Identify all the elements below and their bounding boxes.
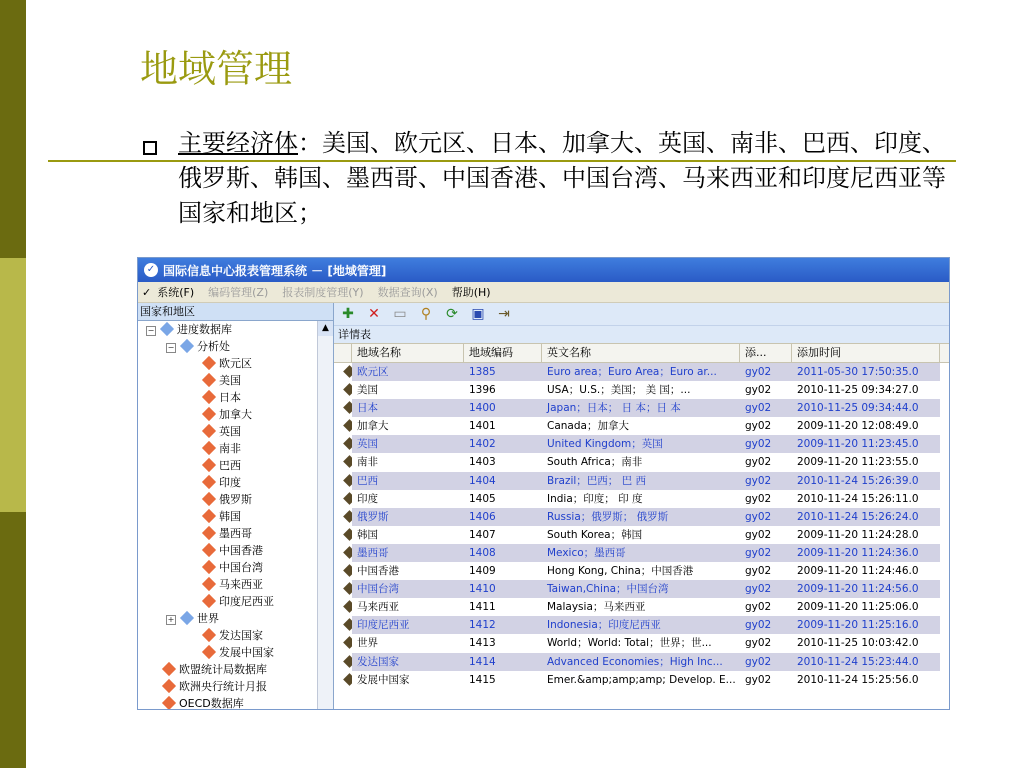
table-row[interactable] <box>334 526 949 544</box>
table-cell: gy02 <box>740 399 792 417</box>
table-cell: 日本 <box>352 399 464 417</box>
table-cell: gy02 <box>745 601 772 614</box>
tree-node-icon <box>202 356 216 370</box>
table-cell: Brazil；巴西； 巴 西 <box>542 472 740 490</box>
row-icon <box>334 653 352 671</box>
tree-node-icon <box>202 390 216 404</box>
record-icon <box>343 365 352 378</box>
table-cell: gy02 <box>740 544 792 562</box>
table-cell: 2009-11-20 12:08:49.0 <box>797 420 919 433</box>
tree-node[interactable] <box>204 491 252 508</box>
tree-node[interactable] <box>204 627 263 644</box>
exit-icon[interactable]: ⇥ <box>498 306 510 322</box>
tree-node[interactable] <box>204 644 274 661</box>
tree-node[interactable] <box>204 525 252 542</box>
tree-node-icon <box>202 628 216 642</box>
table-row[interactable] <box>334 508 949 526</box>
tree-node-icon <box>202 407 216 421</box>
scroll-up-icon[interactable]: ▲ <box>318 321 333 336</box>
tree-node-label: 韩国 <box>219 510 241 523</box>
column-header[interactable]: 英文名称 <box>542 344 740 362</box>
table-cell: 南非 <box>357 456 378 469</box>
bullet-rest: ：美国、欧元区、日本、加拿大、英国、南非、巴西、印度、俄罗斯、韩国、墨西哥、中国香港、中国台湾、马来西亚和印度尼西亚等国家和地区； <box>178 129 946 227</box>
table-cell: United Kingdom；英国 <box>542 435 740 453</box>
table-cell: Emer.&amp;amp;amp; Develop. E... <box>547 673 736 686</box>
record-icon <box>343 456 352 469</box>
table-cell: Mexico；墨西哥 <box>542 544 740 562</box>
tree-node-icon <box>202 509 216 523</box>
tree-node-label: 中国香港 <box>219 544 263 557</box>
table-cell: 2011-05-30 17:50:35.0 <box>792 363 940 381</box>
tree-node[interactable] <box>204 508 241 525</box>
row-icon <box>334 435 352 453</box>
edit-icon[interactable]: ▭ <box>393 306 407 322</box>
tree-node-label: 欧洲央行统计月报 <box>179 680 267 693</box>
table-row[interactable] <box>334 671 949 689</box>
row-icon <box>334 399 352 417</box>
table-cell: 1403 <box>469 456 496 469</box>
tree-node-label: 日本 <box>219 391 241 404</box>
tree-node[interactable] <box>204 576 263 593</box>
table-cell: 2009-11-20 11:24:46.0 <box>797 565 919 578</box>
table-cell: Indonesia；印度尼西亚 <box>542 616 740 634</box>
record-icon <box>343 564 352 577</box>
table-cell: 2010-11-24 15:26:39.0 <box>792 472 940 490</box>
table-cell: 2010-11-24 15:25:56.0 <box>797 673 919 686</box>
row-icon <box>334 598 352 616</box>
tree-node-label: 欧元区 <box>219 357 252 370</box>
tree-expander-icon[interactable]: − <box>147 326 155 335</box>
tree-node-icon <box>160 322 174 336</box>
tree-node-label: 中国台湾 <box>219 561 263 574</box>
table-cell: gy02 <box>745 637 772 650</box>
table-cell: 发达国家 <box>352 653 464 671</box>
table-row[interactable] <box>334 381 949 399</box>
table-cell: 1407 <box>469 528 496 541</box>
table-cell: 1411 <box>469 601 496 614</box>
table-cell: 2009-11-20 11:24:28.0 <box>797 528 919 541</box>
table-cell: 印度 <box>357 492 378 505</box>
table-cell: 1405 <box>469 492 496 505</box>
tree-node-icon <box>202 543 216 557</box>
table-cell: 中国台湾 <box>352 580 464 598</box>
refresh-icon[interactable]: ⟳ <box>446 306 458 322</box>
table-row[interactable] <box>334 363 949 381</box>
tree-expander-icon[interactable]: − <box>167 343 175 352</box>
table-cell: 1409 <box>469 565 496 578</box>
table-cell: 印度尼西亚 <box>352 616 464 634</box>
slide-left-bar <box>0 0 26 768</box>
tree-node-label: 英国 <box>219 425 241 438</box>
table-cell: gy02 <box>740 653 792 671</box>
table-cell: gy02 <box>740 508 792 526</box>
tree-panel <box>138 303 334 709</box>
table-row[interactable] <box>334 653 949 671</box>
tree-node-label: 墨西哥 <box>219 527 252 540</box>
table-cell: 欧元区 <box>352 363 464 381</box>
tree-node-label: 南非 <box>219 442 241 455</box>
table-cell: 2009-11-20 11:25:16.0 <box>792 616 940 634</box>
save-icon[interactable]: ▣ <box>471 306 485 322</box>
row-icon <box>334 417 352 435</box>
table-cell: 2009-11-20 11:25:06.0 <box>797 601 919 614</box>
record-icon <box>343 673 352 686</box>
search-icon[interactable]: ⚲ <box>420 306 432 322</box>
table-cell: 2009-11-20 11:23:55.0 <box>797 456 919 469</box>
table-cell: 2010-11-24 15:26:24.0 <box>792 508 940 526</box>
record-icon <box>343 510 352 523</box>
tree-node-label: 俄罗斯 <box>219 493 252 506</box>
table-cell: 1414 <box>464 653 542 671</box>
menu-item[interactable]: 系统(F) <box>157 286 195 299</box>
tree-node[interactable] <box>166 338 230 355</box>
tree-node-icon <box>202 492 216 506</box>
row-icon <box>334 562 352 580</box>
menu-item[interactable]: 编码管理(Z) <box>208 286 269 299</box>
table-cell: USA；U.S.；美国； 美 国；... <box>547 384 691 397</box>
toolbar <box>334 303 949 326</box>
tree-node-icon <box>202 475 216 489</box>
row-icon <box>334 616 352 634</box>
table-cell: gy02 <box>745 456 772 469</box>
row-icon <box>334 526 352 544</box>
table-cell: 俄罗斯 <box>352 508 464 526</box>
slide-title: 地域管理 <box>140 47 293 91</box>
tree-node[interactable] <box>204 474 241 491</box>
table-cell: 发展中国家 <box>357 673 410 686</box>
table-cell: Malaysia；马来西亚 <box>547 601 646 614</box>
tree-node-icon <box>202 424 216 438</box>
table-cell: South Korea；韩国 <box>547 528 643 541</box>
record-icon <box>343 582 352 595</box>
tree-node-label: 进度数据库 <box>177 323 232 336</box>
table-cell: 1415 <box>469 673 496 686</box>
table-cell: 1408 <box>464 544 542 562</box>
add-icon[interactable]: ✚ <box>342 306 354 322</box>
table-row[interactable] <box>334 417 949 435</box>
tree-node-icon <box>180 339 194 353</box>
table-cell: gy02 <box>740 472 792 490</box>
tree-node-label: 马来西亚 <box>219 578 263 591</box>
table-cell: gy02 <box>740 435 792 453</box>
tree-node[interactable] <box>204 457 241 474</box>
grid-header-spacer <box>334 344 352 362</box>
row-icon <box>334 634 352 652</box>
delete-icon[interactable]: ✕ <box>368 306 380 322</box>
table-cell: South Africa；南非 <box>547 456 643 469</box>
record-icon <box>343 546 352 559</box>
table-cell: 1413 <box>469 637 496 650</box>
table-cell: Russia；俄罗斯； 俄罗斯 <box>542 508 740 526</box>
table-row[interactable] <box>334 490 949 508</box>
table-cell: 墨西哥 <box>352 544 464 562</box>
tree-node-label: 巴西 <box>219 459 241 472</box>
slide-left-bar-accent <box>0 258 26 512</box>
table-cell: 2009-11-20 11:24:36.0 <box>792 544 940 562</box>
table-cell: gy02 <box>740 580 792 598</box>
panel-title: 详情表 <box>334 326 949 343</box>
tree-scrollbar[interactable] <box>317 321 333 710</box>
tree-node[interactable] <box>166 610 219 627</box>
row-icon <box>334 508 352 526</box>
tree-body <box>138 321 333 710</box>
tree-node[interactable] <box>164 695 244 710</box>
table-cell: Advanced Economies；High Inc... <box>542 653 740 671</box>
menu-item[interactable]: 数据查询(X) <box>377 286 438 299</box>
record-icon <box>343 419 352 432</box>
tree-node[interactable] <box>204 355 252 372</box>
table-cell: India；印度； 印 度 <box>547 492 643 505</box>
table-cell: Japan；日本； 日 本；日 本 <box>542 399 740 417</box>
tree-node-label: 发展中国家 <box>219 646 274 659</box>
tree-node-label: 美国 <box>219 374 241 387</box>
tree-node[interactable] <box>204 559 263 576</box>
tree-node-icon <box>202 594 216 608</box>
tree-header: 国家和地区 <box>138 303 333 321</box>
detail-grid <box>334 343 949 689</box>
row-icon <box>334 544 352 562</box>
table-cell: gy02 <box>740 616 792 634</box>
table-cell: gy02 <box>740 363 792 381</box>
table-cell: gy02 <box>745 565 772 578</box>
table-cell: 1401 <box>469 420 496 433</box>
record-icon <box>343 528 352 541</box>
table-row[interactable] <box>334 562 949 580</box>
table-cell: gy02 <box>745 528 772 541</box>
table-cell: 2009-11-20 11:24:56.0 <box>792 580 940 598</box>
record-icon <box>343 618 352 631</box>
table-cell: 英国 <box>352 435 464 453</box>
tree-node-label: 世界 <box>197 612 219 625</box>
tree-node-label: 发达国家 <box>219 629 263 642</box>
tree-node-icon <box>202 526 216 540</box>
tree-node[interactable] <box>146 321 232 338</box>
tree-node-label: 分析处 <box>197 340 230 353</box>
column-header[interactable]: 地域名称 <box>352 344 464 362</box>
row-icon <box>334 381 352 399</box>
table-cell: 1412 <box>464 616 542 634</box>
table-row[interactable] <box>334 435 949 453</box>
tree-node[interactable] <box>164 678 267 695</box>
grid-body <box>334 363 949 689</box>
table-row[interactable] <box>334 472 949 490</box>
tree-node-label: OECD数据库 <box>179 697 244 710</box>
row-icon <box>334 472 352 490</box>
table-cell: 1404 <box>464 472 542 490</box>
table-cell: 马来西亚 <box>357 601 399 614</box>
table-cell: 2010-11-24 15:26:11.0 <box>797 492 919 505</box>
table-cell: 2010-11-24 15:23:44.0 <box>792 653 940 671</box>
row-icon <box>334 490 352 508</box>
tree-node[interactable] <box>204 372 241 389</box>
tree-node-icon <box>202 441 216 455</box>
tree-node-icon <box>180 611 194 625</box>
table-row[interactable] <box>334 580 949 598</box>
row-icon <box>334 453 352 471</box>
table-cell: 巴西 <box>352 472 464 490</box>
table-row[interactable] <box>334 616 949 634</box>
column-header[interactable]: 地域编码 <box>464 344 542 362</box>
row-icon <box>334 671 352 689</box>
bullet-text <box>178 126 968 231</box>
table-cell: 美国 <box>357 384 378 397</box>
tree-node-icon <box>202 373 216 387</box>
table-cell: 世界 <box>357 637 378 650</box>
table-cell: World；World: Total；世界；世... <box>547 637 712 650</box>
table-cell: 2010-11-25 09:34:44.0 <box>792 399 940 417</box>
tree-expander-icon[interactable]: + <box>167 615 175 624</box>
table-row[interactable] <box>334 544 949 562</box>
tree-node[interactable] <box>204 542 263 559</box>
tree-node-icon <box>202 577 216 591</box>
table-cell: 2010-11-25 10:03:42.0 <box>797 637 919 650</box>
record-icon <box>343 383 352 396</box>
detail-pane <box>334 303 949 709</box>
record-icon <box>343 438 352 451</box>
menu-app-icon: ✓ <box>142 285 152 299</box>
column-header[interactable]: 添加时间 <box>792 344 940 362</box>
column-header[interactable]: 添... <box>740 344 792 362</box>
table-row[interactable] <box>334 598 949 616</box>
menu-item[interactable]: 帮助(H) <box>451 286 491 299</box>
app-titlebar[interactable] <box>138 258 949 282</box>
table-row[interactable] <box>334 399 949 417</box>
table-cell: 1400 <box>464 399 542 417</box>
table-cell: 1402 <box>464 435 542 453</box>
tree-node-label: 印度 <box>219 476 241 489</box>
table-cell: Taiwan,China；中国台湾 <box>542 580 740 598</box>
table-row[interactable] <box>334 634 949 652</box>
table-cell: 加拿大 <box>357 420 389 433</box>
table-cell: Hong Kong, China；中国香港 <box>547 565 694 578</box>
tree-node-icon <box>202 645 216 659</box>
tree-node-icon <box>162 696 176 710</box>
row-icon <box>334 580 352 598</box>
table-row[interactable] <box>334 453 949 471</box>
table-cell: gy02 <box>745 420 772 433</box>
table-cell: 1406 <box>464 508 542 526</box>
app-logo-icon: ✓ <box>144 263 158 277</box>
tree-node-icon <box>202 560 216 574</box>
tree-node[interactable] <box>204 389 241 406</box>
table-cell: 2010-11-25 09:34:27.0 <box>797 384 919 397</box>
table-cell: Euro area；Euro Area；Euro ar... <box>542 363 740 381</box>
menu-bar <box>138 282 949 303</box>
tree-node-icon <box>162 679 176 693</box>
record-icon <box>343 655 352 668</box>
table-cell: 1385 <box>464 363 542 381</box>
window-title: 国际信息中心报表管理系统 － [地域管理] <box>163 263 387 278</box>
tree-node[interactable] <box>164 661 267 678</box>
table-cell: gy02 <box>745 492 772 505</box>
table-cell: gy02 <box>745 384 772 397</box>
menu-item[interactable]: 报表制度管理(Y) <box>282 286 364 299</box>
record-icon <box>343 474 352 487</box>
app-window <box>137 257 950 710</box>
table-cell: 1410 <box>464 580 542 598</box>
table-cell: 韩国 <box>357 528 378 541</box>
tree-node[interactable] <box>204 423 241 440</box>
tree-node-label: 印度尼西亚 <box>219 595 274 608</box>
table-cell: Canada；加拿大 <box>547 420 629 433</box>
tree-node-icon <box>202 458 216 472</box>
table-cell: gy02 <box>745 673 772 686</box>
tree-node[interactable] <box>204 593 274 610</box>
record-icon <box>343 401 352 414</box>
row-icon <box>334 363 352 381</box>
table-cell: 中国香港 <box>357 565 399 578</box>
record-icon <box>343 637 352 650</box>
tree-node-label: 欧盟统计局数据库 <box>179 663 267 676</box>
tree-node[interactable] <box>204 406 252 423</box>
grid-header <box>334 343 949 363</box>
record-icon <box>343 492 352 505</box>
tree-node[interactable] <box>204 440 241 457</box>
table-cell: 2009-11-20 11:23:45.0 <box>792 435 940 453</box>
table-cell: 1396 <box>469 384 496 397</box>
bullet-key: 主要经济体 <box>178 129 298 157</box>
bullet-square-icon <box>143 141 157 155</box>
record-icon <box>343 600 352 613</box>
tree-node-icon <box>162 662 176 676</box>
tree-node-label: 加拿大 <box>219 408 252 421</box>
